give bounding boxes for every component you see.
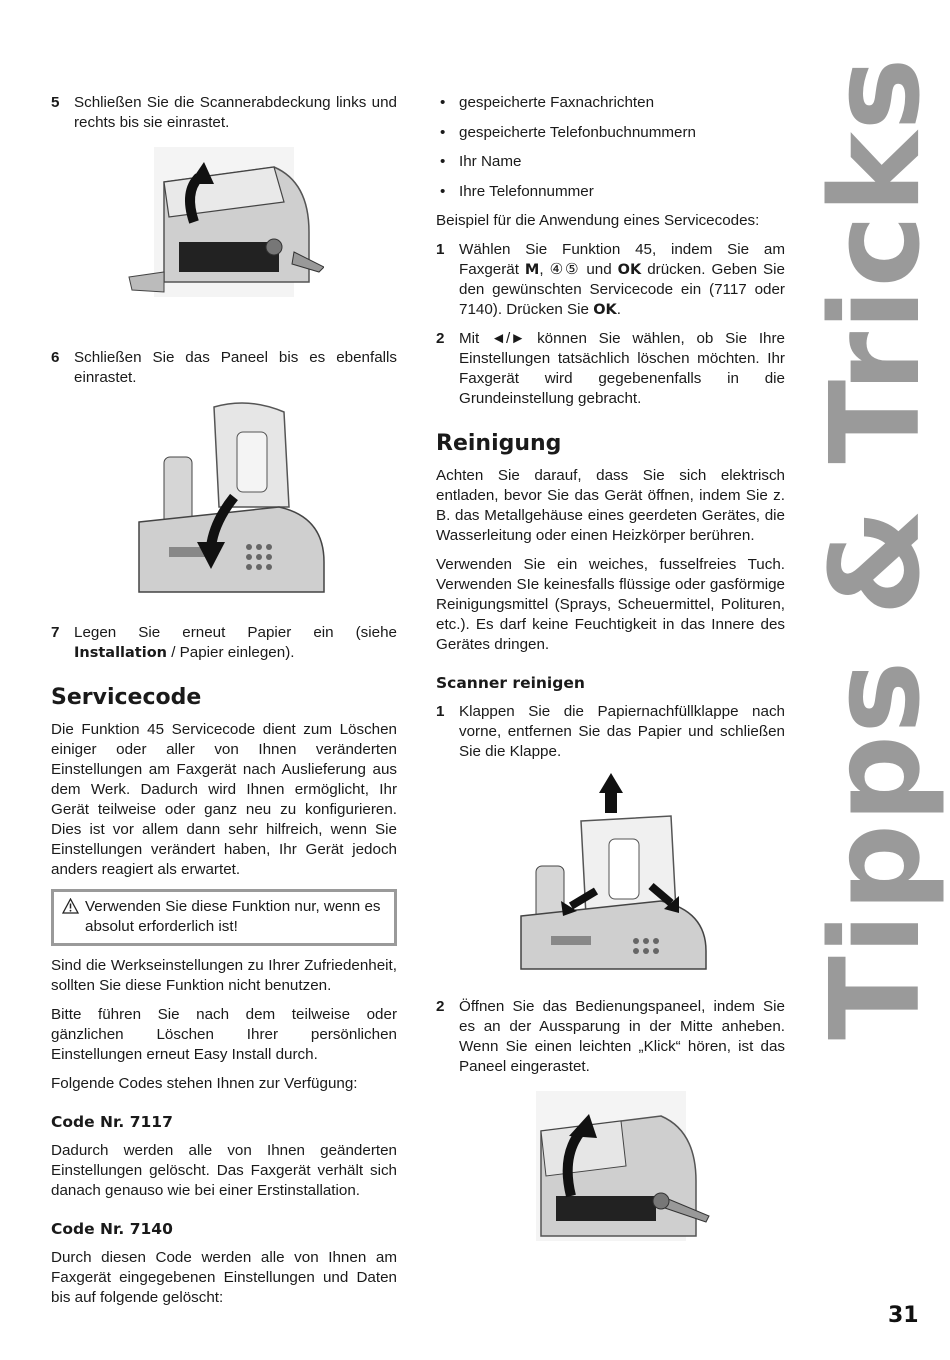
step-number: 2 bbox=[436, 998, 445, 1015]
step-5 bbox=[51, 93, 397, 133]
scanner-step-2: 2 Öffnen Sie das Bedienungspaneel, indem Sie es an der Aussparung in der Mitte anheben. Wenn Sie einen leichten „Klick“ hören, ist das Paneel eingerastet. bbox=[436, 998, 785, 1075]
section-side-title: Tipps & Tricks bbox=[805, 56, 948, 1040]
step-6 bbox=[51, 348, 397, 388]
example-paragraph: Beispiel für die Anwendung eines Servicecodes: bbox=[436, 212, 760, 229]
servicecode-heading: Servicecode bbox=[51, 685, 202, 710]
page-number: 31 bbox=[888, 1303, 919, 1328]
key-m: M bbox=[524, 262, 540, 278]
warning-box bbox=[51, 889, 397, 946]
key-ok: OK bbox=[593, 302, 617, 318]
service-step-1: 1 Wählen Sie Funktion 45, indem Sie am Faxgerät M, ④⑤ und OK drücken. Geben Sie den gewünschten Servicecode ein (7117 oder 7140). Drücken Sie OK. bbox=[436, 241, 785, 318]
panel-close-illustration bbox=[119, 397, 329, 597]
service-step-2: 2 Mit ◄/► können Sie wählen, ob Sie Ihre Einstellungen tatsächlich löschen möchten. Ihr Faxgerät wird gegebenenfalls in die Grundeinstellung gebracht. bbox=[436, 330, 785, 407]
list-item: • Ihre Telefonnummer bbox=[440, 182, 594, 200]
key-4-5: ④⑤ bbox=[549, 261, 581, 278]
code-7140-heading: Code Nr. 7140 bbox=[51, 1220, 173, 1238]
step-text: Schließen Sie das Paneel bis es ebenfalls einrastet. bbox=[74, 349, 397, 386]
installation-reference: Installation bbox=[74, 645, 167, 661]
reinigung-paragraph-2: Verwenden Sie ein weiches, fusselfreies Tuch. Verwenden SIe keinesfalls flüssige oder gasförmige Reinigungsmittel (Sprays, Scheuermittel, Polituren, etc.). Es darf keine Feuchtigkeit in das Innere des Gerätes dringen. bbox=[436, 556, 785, 653]
list-item: • Ihr Name bbox=[440, 153, 522, 170]
warning-text: Verwenden Sie diese Funktion nur, wenn es absolut erforderlich ist! bbox=[85, 898, 381, 935]
step-number: 1 bbox=[436, 703, 445, 720]
step-text-before: Legen Sie erneut Papier ein (siehe bbox=[74, 624, 397, 641]
step-number: 6 bbox=[51, 349, 60, 366]
left-column bbox=[51, 93, 397, 1317]
step-7 bbox=[51, 623, 397, 663]
scanner-step-1: 1 Klappen Sie die Papiernachfüllklappe nach vorne, entfernen Sie das Papier und schließen Sie die Klappe. bbox=[436, 703, 785, 760]
key-ok: OK bbox=[617, 262, 642, 278]
step-number: 1 bbox=[436, 241, 445, 258]
paper-flap-illustration bbox=[511, 771, 711, 971]
step-number: 5 bbox=[51, 94, 60, 111]
arrow-keys: ◄/► bbox=[491, 330, 526, 347]
easy-install-paragraph: Bitte führen Sie nach dem teilweise oder gänzlichen Löschen Ihrer persönlichen Einstellungen erneut Easy Install durch. bbox=[51, 1006, 397, 1063]
reinigung-paragraph-1: Achten Sie darauf, dass Sie sich elektrisch entladen, bevor Sie das Gerät öffnen, indem Sie z. B. das Metallgehäuse eines geerdeten Gerätes, die Wasserleitung oder einen Heizkörper berühren. bbox=[436, 467, 785, 544]
reinigung-heading: Reinigung bbox=[436, 431, 562, 456]
step-text-after: / Papier einlegen). bbox=[166, 644, 295, 661]
code-7140-text: Durch diesen Code werden alle von Ihnen am Faxgerät eingegebenen Einstellungen und Daten bis auf folgende gelöscht: bbox=[51, 1249, 397, 1306]
panel-open-illustration bbox=[511, 1086, 711, 1246]
code-7117-text: Dadurch werden alle von Ihnen geänderten Einstellungen gelöscht. Das Faxgerät verhält sich danach genauso wie bei einer Erstinstallation. bbox=[51, 1142, 397, 1199]
scanner-cover-illustration bbox=[124, 142, 324, 302]
right-column bbox=[436, 93, 785, 1260]
code-7117-heading: Code Nr. 7117 bbox=[51, 1113, 173, 1131]
warning-icon bbox=[62, 898, 79, 914]
list-item: • gespeicherte Faxnachrichten bbox=[440, 94, 655, 111]
list-item: • gespeicherte Telefonbuchnummern bbox=[440, 123, 696, 141]
factory-settings-paragraph: Sind die Werkseinstellungen zu Ihrer Zufriedenheit, sollten Sie diese Funktion nicht benutzen. bbox=[51, 957, 397, 994]
scanner-heading: Scanner reinigen bbox=[436, 674, 585, 692]
servicecode-paragraph: Die Funktion 45 Servicecode dient zum Löschen einiger oder aller von Ihnen veränderten Einstellungen am Faxgerät nach Auslieferung aus dem Werk. Dadurch wird Ihnen ermöglicht, Ihr Gerät teilweise oder ganz neu zu konfigurieren. Dies ist vor allem dann sehr hilfreich, wenn Sie Einstellungen verändert haben, Ihr Gerät jedoch anders reagiert als erwartet. bbox=[51, 721, 397, 878]
codes-intro-paragraph: Folgende Codes stehen Ihnen zur Verfügung: bbox=[51, 1075, 358, 1092]
step-number: 2 bbox=[436, 330, 445, 347]
step-number: 7 bbox=[51, 624, 60, 641]
step-text: Schließen Sie die Scannerabdeckung links und rechts bis sie einrastet. bbox=[74, 94, 397, 131]
